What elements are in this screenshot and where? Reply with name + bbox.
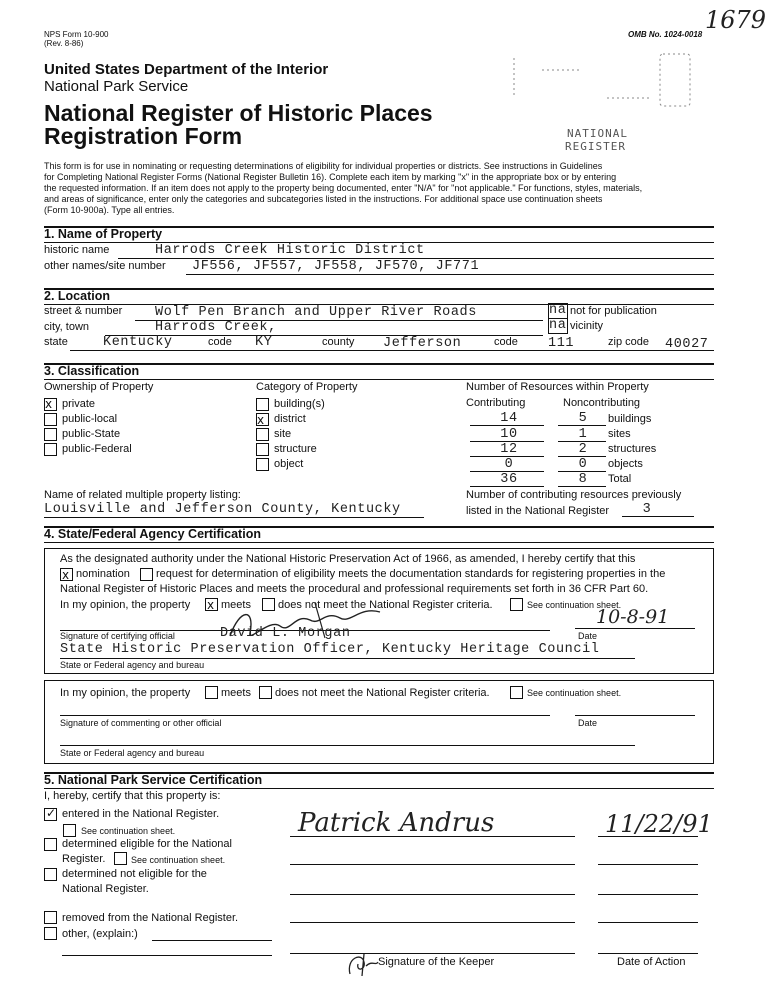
ownership-public-federal-label: public-Federal (62, 443, 132, 455)
state-code-label: code (208, 336, 232, 348)
meets-label: meets (221, 599, 251, 611)
continuation-label-1: See continuation sheet. (527, 600, 622, 610)
state-agency-label: State or Federal agency and bureau (60, 660, 205, 670)
street-value[interactable]: Wolf Pen Branch and Upper River Roads (155, 305, 477, 320)
category-site-label: site (274, 428, 292, 440)
intro-line1: This form is for use in nominating or requesting determinations of eligibility for individual properties or districts. See instructions in Guidelines (44, 161, 603, 171)
category-structure-checkbox[interactable] (256, 443, 269, 456)
resource-type-buildings: buildings (608, 413, 652, 425)
previously-listed-label2: listed in the National Register (466, 505, 610, 517)
certification-date[interactable]: 10-8-91 (596, 606, 670, 628)
category-district-checkbox[interactable]: x (256, 413, 269, 426)
section-4-heading: 4. State/Federal Agency Certification (44, 527, 261, 541)
noncontributing-total[interactable]: 8 (578, 472, 588, 487)
vicinity-na[interactable]: na (549, 318, 567, 333)
form-number: NPS Form 10-900 (44, 30, 109, 39)
not-eligible-label: determined not eligible for the (62, 868, 207, 880)
keeper-signature-label: Signature of the Keeper (378, 956, 495, 968)
ownership-public-state-label: public-State (62, 428, 121, 440)
category-label: Category of Property (256, 381, 358, 393)
eligible-continuation-label: See continuation sheet. (131, 855, 226, 865)
category-structure-label: structure (274, 443, 317, 455)
nomination-checkbox[interactable]: x (60, 568, 73, 581)
vicinity-label: vicinity (570, 320, 604, 332)
handwritten-number: 1679 (705, 6, 766, 34)
not-for-publication-na[interactable]: na (549, 303, 567, 318)
received-stamp (512, 50, 697, 110)
state-code-value[interactable]: KY (255, 335, 273, 350)
zip-label: zip code (608, 336, 649, 348)
street-label: street & number (44, 305, 123, 317)
not-eligible-checkbox[interactable] (44, 868, 57, 881)
zip-value[interactable]: 40027 (665, 337, 709, 352)
service-name: National Park Service (44, 78, 189, 95)
category-site-checkbox[interactable] (256, 428, 269, 441)
other-names-label: other names/site number (44, 260, 166, 272)
noncontributing-structures[interactable]: 2 (578, 442, 588, 457)
department-name: United States Department of the Interior (44, 61, 329, 78)
comment-opinion: In my opinion, the property (60, 687, 191, 699)
section-5-heading: 5. National Park Service Certification (44, 773, 263, 787)
resource-type-sites: sites (608, 428, 631, 440)
category-district-label: district (274, 413, 306, 425)
city-value[interactable]: Harrods Creek, (155, 320, 277, 335)
determination-checkbox[interactable] (140, 568, 153, 581)
determined-eligible-label: determined eligible for the National (62, 838, 232, 850)
ownership-public-federal-checkbox[interactable] (44, 443, 57, 456)
state-value[interactable]: Kentucky (103, 335, 173, 350)
cert-p4-opinion: In my opinion, the property (60, 599, 191, 611)
county-code-value[interactable]: 111 (548, 336, 575, 351)
section-2-heading: 2. Location (44, 289, 110, 303)
entered-continuation-checkbox[interactable] (63, 824, 76, 837)
resource-type-total: Total (608, 473, 632, 485)
intro-line2: for Completing National Register Forms (National Register Bulletin 16). Complete each item by marking "x" in the appropriate box or by entering (44, 172, 617, 182)
certifying-official-name: David L. Morgan (220, 626, 351, 641)
stamp-line1: NATIONAL (567, 127, 628, 140)
intro-line3: the requested information. If an item does not apply to the property being documented, enter "N/A" for "not applicable." For functions, styles, materials, (44, 183, 643, 193)
state-agency-value[interactable]: State Historic Preservation Officer, Kentucky Heritage Council (60, 642, 600, 657)
multiple-property-label: Name of related multiple property listing: (44, 489, 241, 501)
cert-p1: As the designated authority under the National Historic Preservation Act of 1966, as amended, I hereby certify that this (60, 553, 636, 565)
determined-eligible-checkbox[interactable] (44, 838, 57, 851)
noncontributing-header: Noncontributing (563, 397, 641, 409)
noncontributing-objects[interactable]: 0 (578, 457, 588, 472)
previously-listed-label1: Number of contributing resources previously (466, 489, 682, 501)
commenting-agency-label: State or Federal agency and bureau (60, 748, 205, 758)
entered-checkbox[interactable]: ✓ (46, 806, 57, 820)
form-title-line1: National Register of Historic Places (44, 100, 433, 126)
other-names-value[interactable]: JF556, JF557, JF558, JF570, JF771 (192, 259, 480, 274)
city-label: city, town (44, 321, 90, 333)
county-label: county (322, 336, 355, 348)
contributing-structures[interactable]: 12 (500, 442, 518, 457)
not-for-publication-label: not for publication (570, 305, 657, 317)
meets-checkbox[interactable]: x (205, 598, 218, 611)
form-title-line2: Registration Form (44, 123, 243, 149)
ownership-public-local-checkbox[interactable] (44, 413, 57, 426)
state-label: state (44, 336, 68, 348)
keeper-intro: I, hereby, certify that this property is: (44, 790, 221, 802)
county-value[interactable]: Jefferson (383, 336, 462, 351)
category-building-label: building(s) (274, 398, 325, 410)
previously-listed-value[interactable]: 3 (642, 502, 652, 517)
cert-p3: National Register of Historic Places and meets the procedural and professional requirements set forth in 36 CFR Part 60. (60, 583, 649, 595)
contributing-sites[interactable]: 10 (500, 427, 518, 442)
other-label: other, (explain:) (62, 928, 138, 940)
intro-line4: and areas of significance, enter only the categories and subcategories listed in the instructions. For additional space use continuation sheets (44, 194, 603, 204)
comment-does-not-meet-checkbox[interactable] (259, 686, 272, 699)
category-object-checkbox[interactable] (256, 458, 269, 471)
historic-name-label: historic name (44, 244, 110, 256)
removed-label: removed from the National Register. (62, 912, 239, 924)
cert-p2: request for determination of eligibility meets the documentation standards for registering properties in the (156, 568, 666, 580)
omb-number: OMB No. 1024-0018 (628, 30, 703, 39)
commenting-signature-label: Signature of commenting or other official (60, 718, 222, 728)
contributing-total[interactable]: 36 (500, 472, 518, 487)
comment-meets-checkbox[interactable] (205, 686, 218, 699)
form-revision: (Rev. 8-86) (44, 39, 84, 48)
contributing-buildings[interactable]: 14 (500, 411, 518, 426)
continuation-checkbox-2[interactable] (510, 686, 523, 699)
category-object-label: object (274, 458, 304, 470)
nomination-label: nomination (76, 568, 130, 580)
ownership-public-state-checkbox[interactable] (44, 428, 57, 441)
does-not-meet-label: does not meet the National Register criteria. (278, 599, 493, 611)
section-3-heading: 3. Classification (44, 364, 140, 378)
ownership-public-local-label: public-local (62, 413, 118, 425)
continuation-label-2: See continuation sheet. (527, 688, 622, 698)
removed-checkbox[interactable] (44, 911, 57, 924)
ownership-private-label: private (62, 398, 96, 410)
county-code-label: code (494, 336, 518, 348)
eligible-continuation-checkbox[interactable] (114, 852, 127, 865)
ownership-private-checkbox[interactable]: x (44, 398, 57, 411)
determined-eligible-label2: Register. (62, 853, 106, 865)
historic-name-value[interactable]: Harrods Creek Historic District (155, 243, 425, 258)
for-initials-scrawl (344, 948, 380, 978)
commenting-date-label: Date (578, 718, 598, 728)
continuation-checkbox-1[interactable] (510, 598, 523, 611)
resources-label: Number of Resources within Property (466, 381, 649, 393)
comment-meets-label: meets (221, 687, 251, 699)
stamp-line2: REGISTER (565, 140, 626, 153)
keeper-signature: Patrick Andrus (298, 808, 495, 838)
entered-label: entered in the National Register. (62, 808, 220, 820)
section-1-heading: 1. Name of Property (44, 227, 163, 241)
multiple-property-value[interactable]: Louisville and Jefferson County, Kentucky (44, 502, 401, 517)
intro-line5: (Form 10-900a). Type all entries. (44, 205, 175, 215)
keeper-date[interactable]: 11/22/91 (605, 810, 713, 838)
noncontributing-buildings[interactable]: 5 (578, 411, 588, 426)
ownership-label: Ownership of Property (44, 381, 154, 393)
not-eligible-label2: National Register. (62, 883, 149, 895)
resource-type-objects: objects (608, 458, 643, 470)
entered-continuation-label: See continuation sheet. (81, 826, 176, 836)
certification-date-label: Date (578, 631, 598, 641)
contributing-objects[interactable]: 0 (504, 457, 514, 472)
comment-does-not-meet-label: does not meet the National Register criteria. (275, 687, 490, 699)
other-checkbox[interactable] (44, 927, 57, 940)
noncontributing-sites[interactable]: 1 (578, 427, 588, 442)
date-of-action-label: Date of Action (617, 956, 686, 968)
category-building-checkbox[interactable] (256, 398, 269, 411)
resource-type-structures: structures (608, 443, 657, 455)
contributing-header: Contributing (466, 397, 526, 409)
certifying-signature-label: Signature of certifying official (60, 631, 175, 641)
